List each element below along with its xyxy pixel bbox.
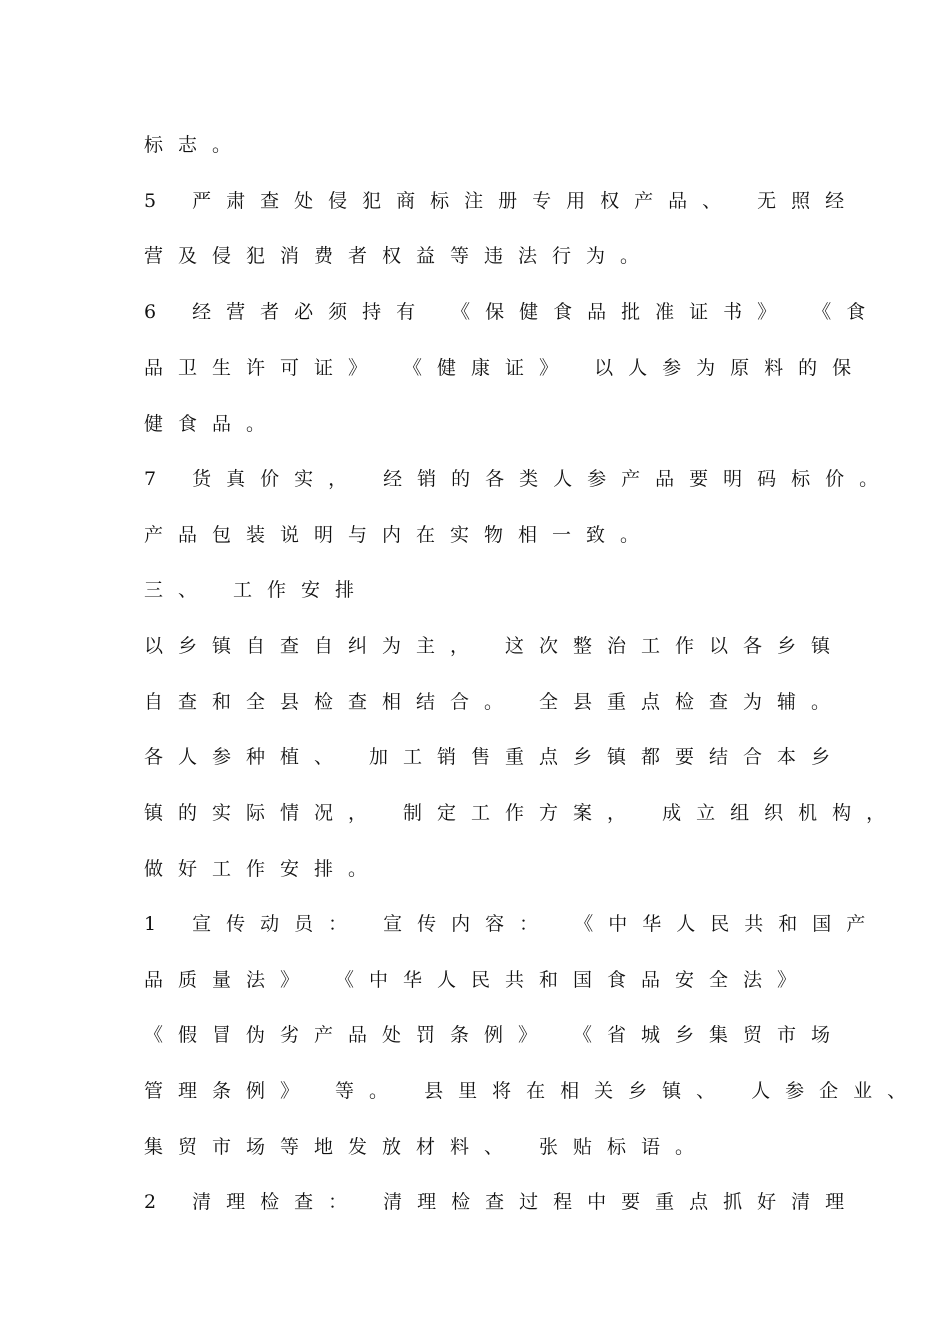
text-line: 营及侵犯消费者权益等违法行为。	[144, 245, 655, 267]
text-line: 6 经营者必须持有 《保健食品批准证书》 《食	[144, 301, 881, 323]
text-line: 标志。	[144, 134, 247, 156]
text-line: 品质量法》 《中华人民共和国食品安全法》	[144, 969, 812, 991]
text-line: 1 宣传动员： 宣传内容： 《中华人民共和国产	[144, 913, 881, 935]
text-line: 品卫生许可证》 《健康证》 以人参为原料的保	[144, 357, 867, 379]
text-line: 镇的实际情况， 制定工作方案， 成立组织机构，	[144, 802, 901, 824]
text-line: 产品包装说明与内在实物相一致。	[144, 524, 655, 546]
text-line: 健食品。	[144, 413, 281, 435]
text-line: 做好工作安排。	[144, 858, 383, 880]
text-line: 《假冒伪劣产品处罚条例》 《省城乡集贸市场	[144, 1024, 846, 1046]
text-line: 管理条例》 等。 县里将在相关乡镇、 人参企业、	[144, 1080, 922, 1102]
text-line: 以乡镇自查自纠为主， 这次整治工作以各乡镇	[144, 635, 846, 657]
text-line: 7 货真价实， 经销的各类人参产品要明码标价。	[144, 468, 894, 490]
text-line: 5 严肃查处侵犯商标注册专用权产品、 无照经	[144, 190, 860, 212]
text-line: 2 清理检查： 清理检查过程中要重点抓好清理	[144, 1191, 860, 1213]
text-line: 自查和全县检查相结合。 全县重点检查为辅。	[144, 691, 846, 713]
text-line: 集贸市场等地发放材料、 张贴标语。	[144, 1136, 710, 1158]
section-heading: 三、 工作安排	[144, 579, 370, 601]
text-line: 各人参种植、 加工销售重点乡镇都要结合本乡	[144, 746, 846, 768]
